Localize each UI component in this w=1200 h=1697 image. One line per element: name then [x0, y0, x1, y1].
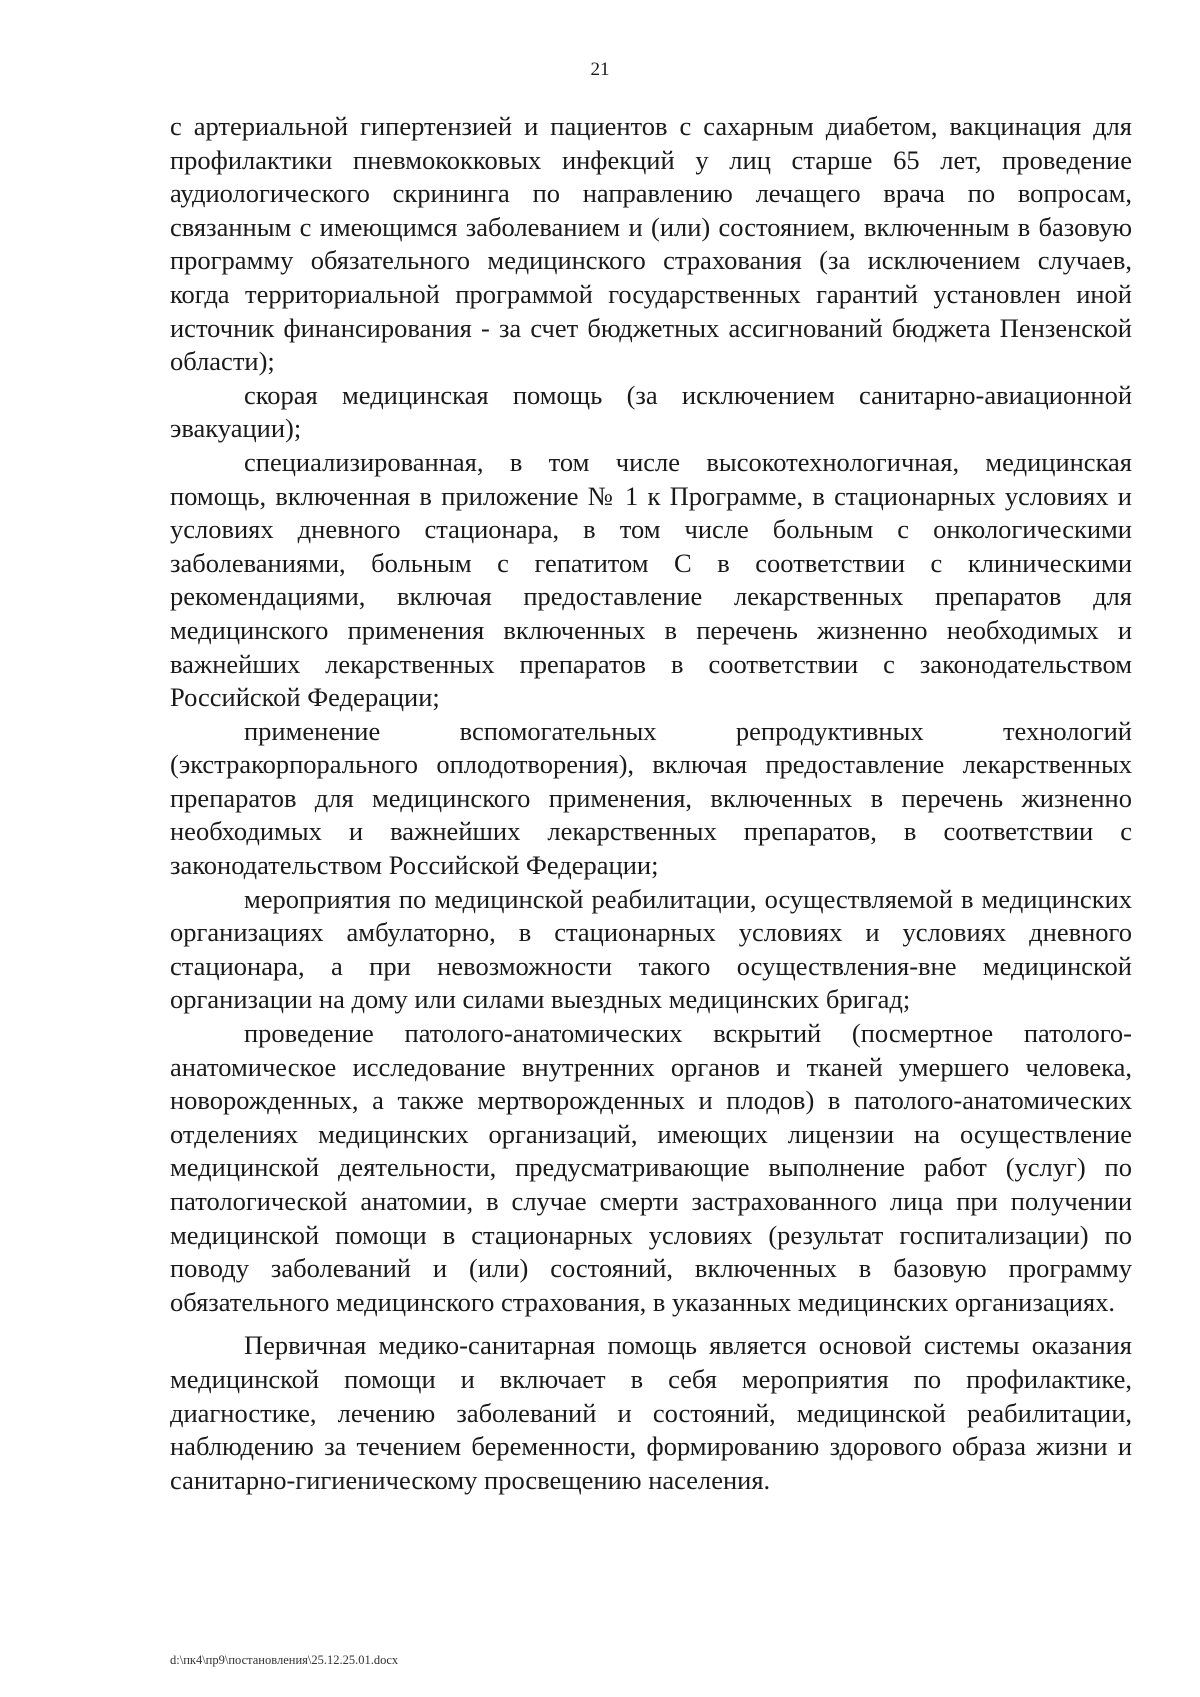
paragraph-specialized-care: специализированная, в том числе высокотехнологичная, медицинская помощь, включенная в приложение № 1 к Программе, в стационарных условиях и условиях дневного стационара, в том числе больным с онкологическими заболеваниями, больным с гепатитом С в соответствии с клиническими рекомендациями, включая предоставление лекарственных препаратов для медицинского применения включенных в перечень жизненно необходимых и важнейших лекарственных препаратов в соответствии с законодательством Российской Федерации;	[170, 446, 1132, 713]
paragraph-primary-care: Первичная медико-санитарная помощь является основой системы оказания медицинской помощи и включает в себя мероприятия по профилактике, диагностике, лечению заболеваний и состояний, медицинской реабилитации, наблюдению за течением беременности, формированию здорового образа жизни и санитарно-гигиеническому просвещению населения.	[170, 1330, 1132, 1495]
paragraph-autopsies: проведение патолого-анатомических вскрытий (посмертное патолого-анатомическое исследование внутренних органов и тканей умершего человека, новорожденных, а также мертворожденных и плодов) в патолого-анатомических отделениях медицинских организаций, имеющих лицензии на осуществление медицинской деятельности, предусматривающие выполнение работ (услуг) по патологической анатомии, в случае смерти застрахованного лица при получении медицинской помощи в стационарных условиях (результат госпитализации) по поводу заболеваний и (или) состояний, включенных в базовую программу обязательного медицинского страхования, в указанных медицинских организациях.	[170, 1018, 1132, 1317]
document-body	[170, 110, 1132, 1497]
page-number: 21	[590, 59, 610, 80]
paragraph-continued: с артериальной гипертензией и пациентов с сахарным диабетом, вакцинация для профилактики пневмококковых инфекций у лиц старше 65 лет, проведение аудиологического скрининга по направлению лечащего врача по вопросам, связанным с имеющимся заболеванием и (или) состоянием, включенным в базовую программу обязательного медицинского страхования (за исключением случаев, когда территориальной программой государственных гарантий установлен иной источник финансирования - за счет бюджетных ассигнований бюджета Пензенской области);	[170, 111, 1132, 377]
paragraph-reproductive-technologies: применение вспомогательных репродуктивных технологий (экстракорпорального оплодотворения), включая предоставление лекарственных препаратов для медицинского применения, включенных в перечень жизненно необходимых и важнейших лекарственных препаратов, в соответствии с законодательством Российской Федерации;	[170, 715, 1132, 881]
paragraph-ambulance: скорая медицинская помощь (за исключением санитарно-авиационной эвакуации);	[170, 379, 1132, 444]
footer-file-path: d:\пк4\пр9\постановления\25.12.25.01.docx	[170, 1653, 399, 1667]
paragraph-rehabilitation: мероприятия по медицинской реабилитации, осуществляемой в медицинских организациях амбулаторно, в стационарных условиях и условиях дневного стационара, а при невозможности такого осуществления-вне медицинской организации на дому или силами выездных медицинских бригад;	[170, 883, 1132, 1015]
